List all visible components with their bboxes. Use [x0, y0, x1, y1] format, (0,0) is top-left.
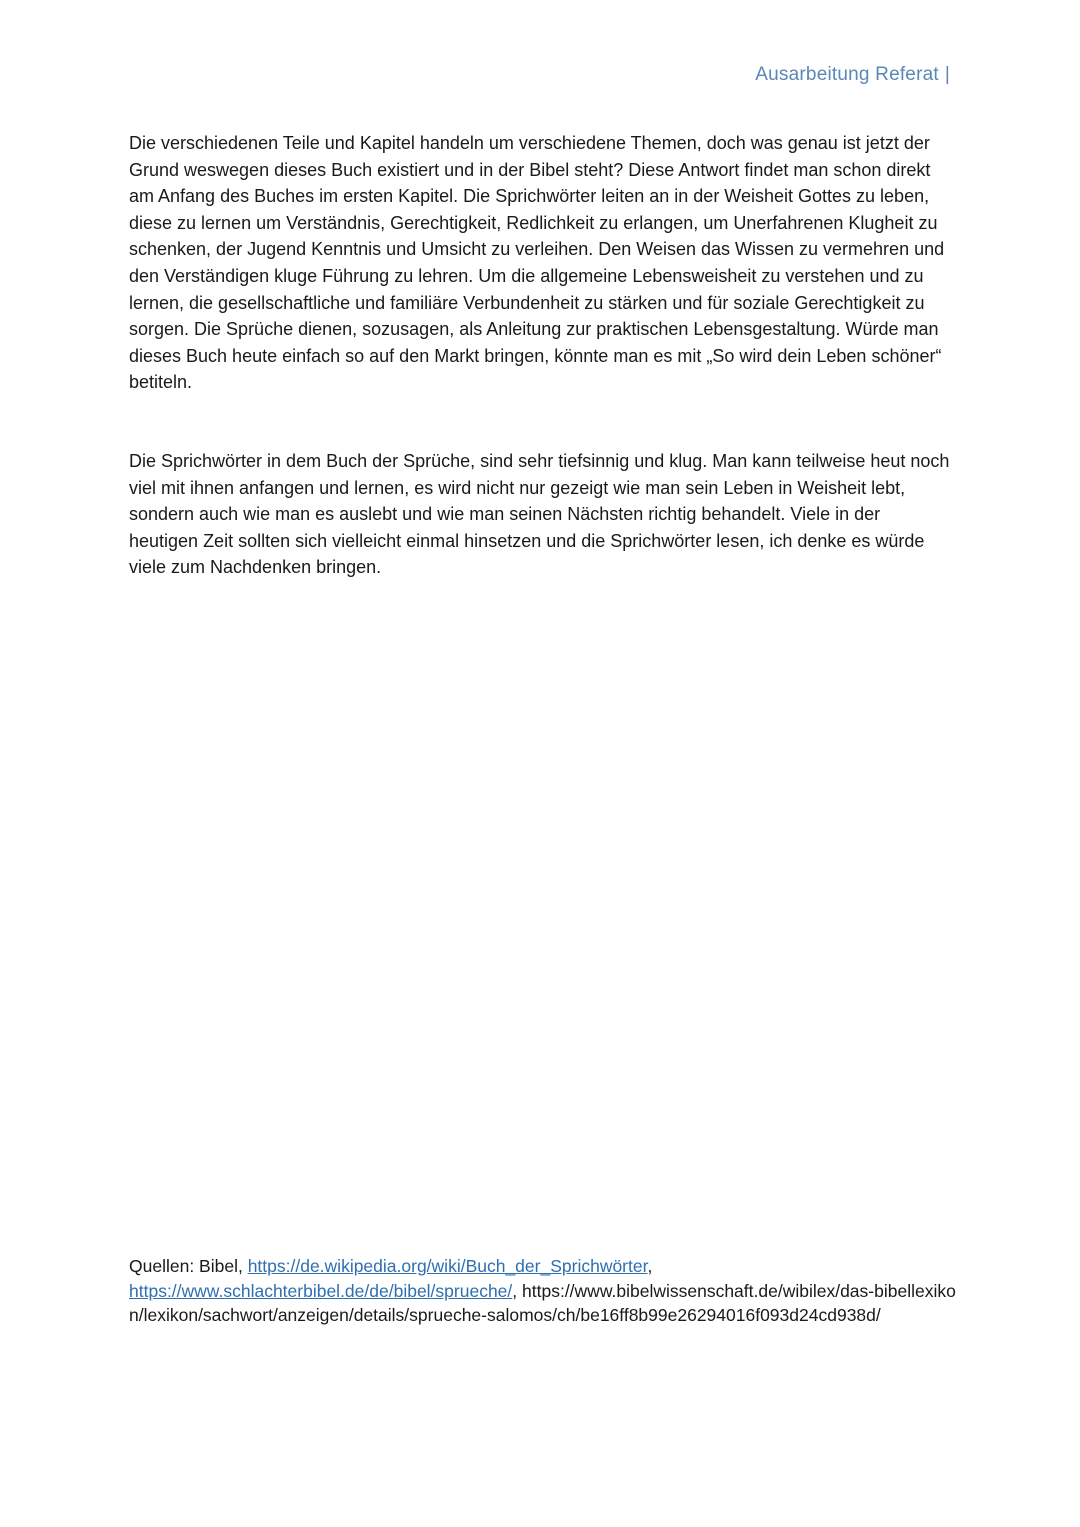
sources-comma-2: , [512, 1280, 523, 1301]
sources-paragraph [129, 1254, 969, 1328]
sources-prefix: Quellen: Bibel, [129, 1256, 248, 1276]
schlachterbibel-link[interactable]: https://www.schlachterbibel.de/de/bibel/sprueche/ [129, 1280, 513, 1301]
wikipedia-link[interactable]: https://de.wikipedia.org/wiki/Buch_der_Sprichwörter [247, 1256, 648, 1276]
page-header [755, 64, 950, 86]
sources-comma-1: , [647, 1256, 653, 1276]
body-paragraph-2: Die Sprichwörter in dem Buch der Sprüche, sind sehr tiefsinnig und klug. Man kann teilweise heut noch viel mit ihnen anfangen und lernen, es wird nicht nur gezeigt wie man sein Leben in Weisheit lebt, sondern auch wie man es auslebt und wie man seinen Nächsten richtig behandelt. Viele in der heutigen Zeit sollten sich vielleicht einmal hinsetzen und die Sprichwörter lesen, ich denke es würde viele zum Nachdenken bringen. [129, 451, 950, 578]
header-separator: | [944, 64, 950, 85]
bibelwissenschaft-url: https://www.bibelwissenschaft.de/wibilex/das-bibellexikon/lexikon/sachwort/anzeigen/details/sprueche-salomos/ch/be16ff8b99e26294016f093d24cd938d/ [129, 1280, 956, 1325]
document-title: Ausarbeitung Referat [755, 64, 939, 85]
body-paragraph-1: Die verschiedenen Teile und Kapitel handeln um verschiedene Themen, doch was genau ist jetzt der Grund weswegen dieses Buch existiert und in der Bibel steht? Diese Antwort findet man schon direkt am Anfang des Buches im ersten Kapitel. Die Sprichwörter leiten an in der Weisheit Gottes zu leben, diese zu lernen um Verständnis, Gerechtigkeit, Redlichkeit zu erlangen, um Unerfahrenen Klugheit zu schenken, der Jugend Kenntnis und Umsicht zu verleihen. Den Weisen das Wissen zu vermehren und den Verständigen kluge Führung zu lehren. Um die allgemeine Lebensweisheit zu verstehen und zu lernen, die gesellschaftliche und familiäre Verbundenheit zu stärken und für soziale Gerechtigkeit zu sorgen. Die Sprüche dienen, sozusagen, als Anleitung zur praktischen Lebensgestaltung. Würde man dieses Buch heute einfach so auf den Markt bringen, könnte man es mit „So wird dein Leben schöner“ betiteln. [129, 133, 945, 393]
